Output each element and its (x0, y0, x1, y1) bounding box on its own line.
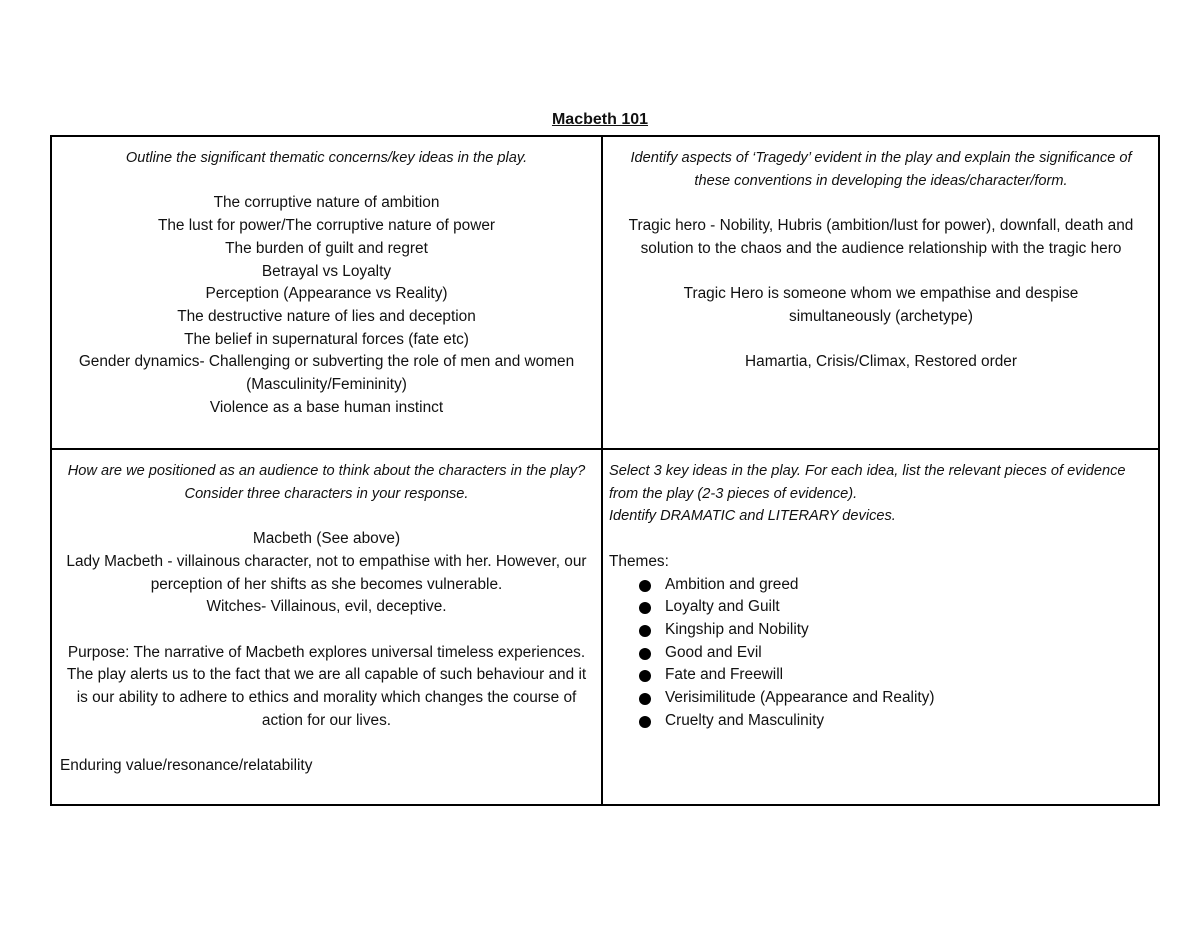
theme-line: The burden of guilt and regret (225, 239, 428, 257)
theme-line: Perception (Appearance vs Reality) (205, 285, 448, 303)
cell-thematic-concerns (52, 137, 601, 419)
worksheet-table (50, 135, 1160, 806)
cell-audience-positioning (52, 450, 601, 778)
prompt-thematic-concerns: Outline the significant thematic concerns/key ideas in the play. (125, 150, 528, 166)
theme-line: Gender dynamics- Challenging or subverting the role of men and women (Masculinity/Femininity) (78, 353, 575, 394)
theme-line: The corruptive nature of ambition (213, 194, 440, 212)
tragedy-conventions: Hamartia, Crisis/Climax, Restored order (745, 353, 1017, 371)
cell-tragedy-aspects (603, 137, 1159, 374)
themes-label: Themes: (609, 552, 669, 570)
tragic-hero-paragraph: Tragic hero - Nobility, Hubris (ambition/lust for power), downfall, death and solution to the chaos and the audience relationship with the tragic hero (628, 217, 1134, 257)
purpose-paragraph: Purpose: The narrative of Macbeth explores universal timeless experiences. The play alerts us to the fact that we are all capable of such behaviour and it is our ability to adhere to ethics and morality which changes the course of action for our lives. (66, 643, 587, 729)
theme-line: The belief in supernatural forces (fate etc) (184, 330, 469, 348)
character-line: Macbeth (See above) (252, 530, 401, 548)
enduring-value-line: Enduring value/resonance/relatability (60, 757, 313, 775)
theme-line: The lust for power/The corruptive nature of power (157, 217, 496, 235)
list-item: Kingship and Nobility (639, 619, 1151, 642)
list-item: Fate and Freewill (639, 664, 1151, 687)
prompt-key-ideas: Select 3 key ideas in the play. For each idea, list the relevant pieces of evidence from the play (2-3 pieces of evidence). (609, 463, 1126, 502)
prompt-tragedy-aspects: Identify aspects of ‘Tragedy’ evident in the play and explain the significance of these conventions in developing the ideas/character/form. (630, 150, 1132, 189)
cell-key-ideas (603, 450, 1159, 732)
theme-line: The destructive nature of lies and deception (177, 307, 476, 325)
list-item: Verisimilitude (Appearance and Reality) (639, 687, 1151, 710)
tragic-hero-definition: Tragic Hero is someone whom we empathise and despise simultaneously (archetype) (683, 285, 1079, 325)
list-item: Good and Evil (639, 642, 1151, 665)
prompt-devices: Identify DRAMATIC and LITERARY devices. (609, 508, 896, 525)
list-item: Loyalty and Guilt (639, 596, 1151, 619)
prompt-audience-positioning: How are we positioned as an audience to think about the characters in the play? Consider three characters in your response. (67, 463, 586, 502)
document-title: Macbeth 101 (551, 111, 649, 128)
character-line: Lady Macbeth - villainous character, not to empathise with her. However, our perception of her shifts as she becomes vulnerable. (66, 552, 587, 593)
character-line: Witches- Villainous, evil, deceptive. (206, 598, 447, 616)
list-item: Ambition and greed (639, 574, 1151, 597)
theme-line: Violence as a base human instinct (209, 398, 444, 416)
theme-line: Betrayal vs Loyalty (261, 262, 392, 280)
themes-list (609, 574, 1151, 733)
list-item: Cruelty and Masculinity (639, 710, 1151, 733)
